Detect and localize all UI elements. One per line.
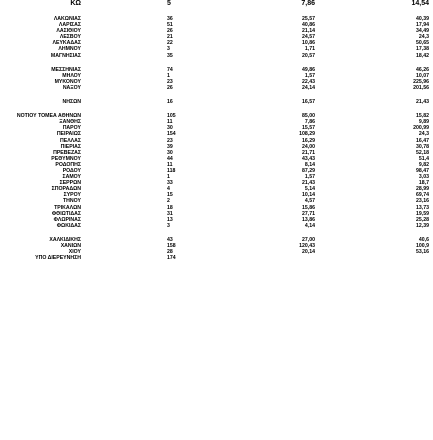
region-name: ΣΕΡΡΩΝ [59,180,81,187]
average-cell: 40,86 [302,22,315,29]
rate-cell: 28,99 [416,186,429,193]
count-cell: 21 [167,34,173,41]
count-cell: 1 [167,72,170,79]
rate-cell: 200,99 [413,125,429,132]
count-cell: 36 [167,16,173,22]
table-row [0,255,433,261]
rate-cell: 14,54 [411,0,429,7]
region-name: ΝΗΣΩΝ [62,99,81,106]
region-name: ΛΗΜΝΟΥ [58,46,81,53]
region-name: ΧΑΛΚΙΔΙΚΗΣ [49,236,81,243]
rate-cell: 69,74 [416,192,429,199]
region-name: ΡΕΘΥΜΝΟΥ [51,155,81,162]
average-cell: 27,71 [302,210,315,217]
count-cell: 23 [167,78,173,85]
count-cell: 30 [167,125,173,132]
average-cell: 27,00 [302,236,315,243]
average-cell: 7,86 [301,0,315,7]
region-name: ΛΑΣΙΘΙΟΥ [56,28,81,35]
count-cell: 11 [167,119,173,126]
region-name: ΥΠΟ ΔΙΕΡΕΥΝΗΣΗ [35,255,81,262]
average-cell: 43,43 [302,155,315,162]
average-cell: 4,57 [304,198,315,205]
region-name: ΧΑΝΙΩΝ [60,243,81,249]
count-cell: 35 [167,52,173,59]
region-name: ΛΑΡΙΣΑΣ [58,22,81,29]
region-name: ΠΕΙΡΑΙΩΣ [56,131,81,138]
count-cell: 31 [167,210,173,217]
row-spacer [0,91,433,99]
rate-cell: 24,3 [418,131,429,138]
average-cell: 15,86 [302,204,315,211]
average-cell: 20,57 [302,52,315,59]
count-cell: 3 [167,222,170,229]
region-name: ΠΙΕΡΙΑΣ [60,143,81,150]
average-cell: 7,86 [304,119,315,126]
average-cell: 85,00 [302,113,315,120]
count-cell: 15 [167,192,173,199]
region-name: ΜΑΓΝΗΣΙΑΣ [50,52,81,59]
rate-cell: 51,4 [418,155,429,162]
average-cell: 4,14 [304,222,315,229]
rate-cell: 50,65 [416,40,429,47]
rate-cell: 23,16 [416,198,429,205]
rate-cell: 40,6 [418,236,429,243]
rate-cell: 201,56 [413,84,429,91]
count-cell: 2 [167,198,170,205]
rate-cell: 3,03 [418,174,429,181]
region-name: ΝΟΤΙΟΥ ΤΟΜΕΑ ΑΘΗΝΩΝ [16,113,81,120]
region-name: ΣΠΟΡΑΔΩΝ [51,186,81,193]
region-name: ΦΩΚΙΔΑΣ [56,222,81,229]
count-cell: 23 [167,137,173,144]
rate-cell: 9,82 [418,161,429,168]
rate-cell: 24,3 [418,34,429,41]
rate-cell: 15,82 [416,113,429,120]
average-cell: 24,57 [302,34,315,41]
rate-cell: 9,89 [418,119,429,126]
average-cell: 5,14 [304,186,315,193]
count-cell: 30 [167,149,173,156]
count-cell: 26 [167,84,173,91]
count-cell: 154 [167,131,176,138]
rate-cell: 17,94 [416,22,429,29]
average-cell: 21,71 [302,149,315,156]
count-cell: 158 [167,243,176,249]
count-cell: 33 [167,180,173,187]
region-name: ΜΕΣΣΗΝΙΑΣ [51,66,81,73]
rate-cell: 10,07 [416,72,429,79]
region-name: ΛΕΥΚΑΔΑΣ [52,40,81,47]
count-cell: 1 [167,174,170,181]
region-name: ΠΕΛΛΑΣ [60,137,81,144]
count-cell: 13 [167,216,173,223]
average-cell: 13,86 [302,216,315,223]
count-cell: 3 [167,46,170,53]
count-cell: 43 [167,236,173,243]
average-cell: 22,43 [302,78,315,85]
rate-cell: 52,18 [416,149,429,156]
average-cell: 16,57 [302,99,315,106]
average-cell: 87,29 [302,167,315,174]
region-name: ΠΡΕΒΕΖΑΣ [53,149,81,156]
rate-cell: 18,42 [416,52,429,59]
row-spacer [0,8,433,16]
rate-cell: 18,7 [418,180,429,187]
count-cell: 51 [167,22,173,29]
average-cell: 1,71 [304,46,315,53]
rate-cell: 53,16 [416,249,429,256]
count-cell: 22 [167,40,173,47]
rate-cell: 98,47 [416,167,429,174]
count-cell: 39 [167,143,173,150]
average-cell: 24,14 [302,84,315,91]
region-name: ΛΑΚΩΝΙΑΣ [53,16,81,22]
average-cell: 24,00 [302,143,315,150]
count-cell: 44 [167,155,173,162]
rate-cell: 46,26 [416,66,429,73]
average-cell: 1,57 [304,174,315,181]
rate-cell: 40,39 [416,16,429,22]
average-cell: 1,57 [304,72,315,79]
region-name: ΝΑΞΟΥ [62,84,81,91]
rate-cell: 34,49 [416,28,429,35]
average-cell: 15,57 [302,125,315,132]
region-name: ΜΗΛΟΥ [62,72,81,79]
region-name: ΛΕΣΒΟΥ [59,34,81,41]
count-cell: 118 [167,167,176,174]
average-cell: 10,86 [302,40,315,47]
average-cell: 108,29 [299,131,315,138]
count-cell: 16 [167,99,173,106]
rate-cell: 25,28 [416,216,429,223]
rate-cell: 13,73 [416,204,429,211]
average-cell: 10,14 [302,192,315,199]
rate-cell: 12,39 [416,222,429,229]
region-name: ΤΡΙΚΑΛΩΝ [54,204,81,211]
region-name: ΦΛΩΡΙΝΑΣ [53,216,81,223]
count-cell: 18 [167,204,173,211]
region-name: ΜΥΚΟΝΟΥ [54,78,81,85]
average-cell: 8,14 [304,161,315,168]
count-cell: 74 [167,66,173,73]
region-name: ΡΟΔΟΠΗΣ [55,161,81,168]
region-name: ΣΥΡΟΥ [63,192,81,199]
region-name: ΣΑΜΟΥ [62,174,81,181]
rate-cell: 30,78 [416,143,429,150]
row-spacer [0,59,433,67]
average-cell: 25,57 [302,16,315,22]
region-name: ΚΩ [70,0,81,7]
row-spacer [0,229,433,237]
average-cell: 120,43 [299,243,315,249]
count-cell: 4 [167,186,170,193]
rate-cell: 100,9 [416,243,429,249]
region-name: ΦΘΙΩΤΙΔΑΣ [51,210,81,217]
rate-cell: 16,47 [416,137,429,144]
count-cell: 28 [167,249,173,256]
region-name: ΤΗΝΟΥ [62,198,81,205]
region-name: ΠΑΡΟΥ [62,125,81,132]
rate-cell: 21,43 [416,99,429,106]
rate-cell: 225,96 [413,78,429,85]
count-cell: 105 [167,113,176,120]
average-cell: 49,86 [302,66,315,73]
count-cell: 174 [167,255,176,262]
average-cell: 21,43 [302,180,315,187]
rate-cell: 17,38 [416,46,429,53]
table-row [0,0,433,8]
region-name: ΞΑΝΘΗΣ [59,119,81,126]
average-cell: 20,14 [302,249,315,256]
rate-cell: 19,59 [416,210,429,217]
average-cell: 16,29 [302,137,315,144]
count-cell: 26 [167,28,173,35]
average-cell: 21,14 [302,28,315,35]
count-cell: 11 [167,161,173,168]
row-spacer [0,105,433,113]
count-cell: 5 [167,0,171,7]
region-name: ΡΟΔΟΥ [62,167,81,174]
region-name: ΧΙΟΥ [68,249,81,256]
